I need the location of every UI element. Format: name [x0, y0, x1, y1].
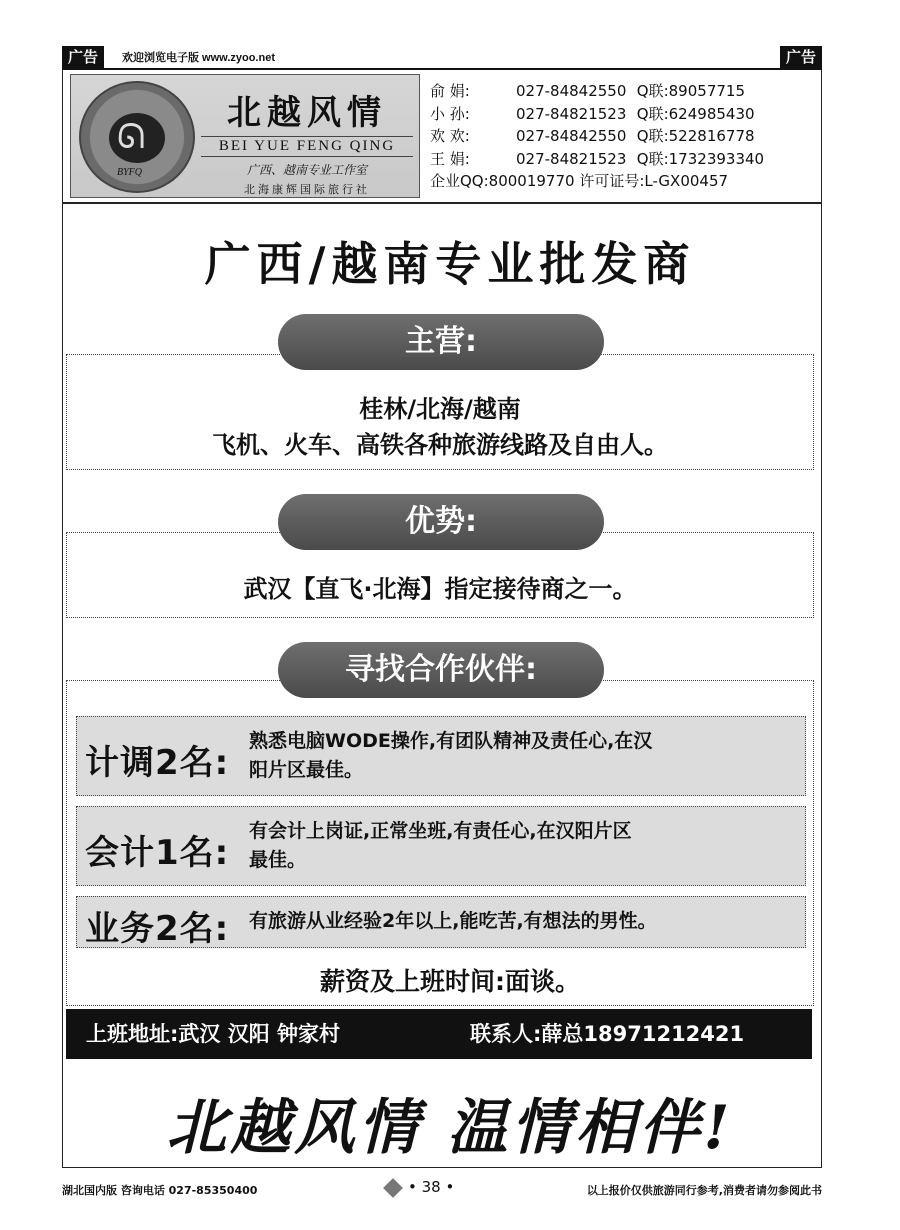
headline: 广西/越南专业批发商	[204, 237, 696, 291]
job-item-planner	[76, 716, 806, 796]
job-description-line1: 熟悉电脑WODE操作,有团队精神及责任心,在汉	[249, 730, 653, 752]
job-description-line2: 最佳。	[249, 849, 307, 871]
main-business-line1: 桂林/北海/越南	[359, 395, 521, 423]
main-business-label: 主营:	[278, 314, 604, 370]
contact-list	[430, 80, 820, 193]
main-business-box	[66, 354, 814, 470]
brand-emblem-icon	[79, 81, 195, 193]
contact-name: 欢 欢:	[430, 127, 470, 145]
contact-row	[430, 148, 820, 171]
contact-phone[interactable]: 027-84821523	[516, 149, 627, 168]
main-business-line2: 飞机、火车、高铁各种旅游线路及自由人。	[212, 431, 668, 459]
contact-phone[interactable]: 027-84821523	[516, 104, 627, 123]
contact-name: 小 孙:	[430, 104, 470, 123]
brand-agency: 北海康辉国际旅行社	[244, 183, 370, 196]
page-number	[386, 1178, 454, 1196]
corp-info: 企业QQ:800019770 许可证号:L-GX00457	[430, 172, 729, 190]
job-description-line1: 有旅游从业经验2年以上,能吃苦,有想法的男性。	[249, 910, 657, 932]
contact-row	[430, 103, 820, 126]
work-address: 上班地址:武汉 汉阳 钟家村	[86, 1022, 341, 1046]
contact-row	[430, 80, 820, 103]
page-number-text: • 38 •	[408, 1178, 455, 1196]
contact-qq: Q联:89057715	[636, 82, 745, 100]
job-item-accountant	[76, 806, 806, 886]
job-title: 计调2名:	[85, 743, 230, 783]
brand-tagline: 广西、越南专业工作室	[246, 163, 367, 177]
brand-text-block	[201, 85, 413, 197]
site-url[interactable]: 欢迎浏览电子版 www.zyoo.net	[122, 52, 275, 64]
brand-name-cn: 北越风情	[227, 93, 387, 133]
job-title: 会计1名:	[85, 833, 230, 873]
brand-logo-panel	[70, 74, 420, 198]
partners-label: 寻找合作伙伴:	[278, 642, 604, 698]
job-title: 业务2名:	[85, 909, 230, 949]
emblem-wave-icon: ᘏ	[117, 117, 146, 157]
address-bar	[66, 1009, 812, 1059]
job-description-line1: 有会计上岗证,正常坐班,有责任心,在汉阳片区	[249, 820, 632, 842]
contact-row	[430, 125, 820, 148]
contact-phone[interactable]: 027-84842550	[516, 127, 627, 145]
salary-note: 薪资及上班时间:面谈。	[320, 967, 580, 996]
ad-tag-right: 广告	[780, 46, 822, 68]
brand-name-en: BEI YUE FENG QING	[201, 136, 413, 157]
page-footer	[62, 1178, 822, 1200]
header-divider	[62, 202, 822, 204]
job-description-line2: 阳片区最佳。	[249, 759, 364, 781]
contact-name: 王 娟:	[430, 149, 470, 168]
contact-qq: Q联:624985430	[636, 104, 755, 123]
diamond-icon	[383, 1178, 403, 1198]
job-item-sales	[76, 896, 806, 948]
footer-edition: 湖北国内版 咨询电话 027-85350400	[62, 1184, 258, 1197]
contact-qq: Q联:1732393340	[636, 149, 765, 168]
emblem-letters: BYFQ	[117, 167, 142, 178]
advantage-label: 优势:	[278, 494, 604, 550]
contact-qq: Q联:522816778	[636, 127, 755, 145]
contact-phone[interactable]: 027-84842550	[516, 82, 627, 100]
slogan: 北越风情 温情相伴!	[166, 1093, 734, 1163]
top-bar	[62, 46, 822, 68]
contact-name: 俞 娟:	[430, 82, 470, 100]
footer-disclaimer: 以上报价仅供旅游同行参考,消费者请勿参阅此书	[586, 1184, 822, 1197]
contact-person[interactable]: 联系人:薛总18971212421	[470, 1022, 745, 1046]
ad-tag-left: 广告	[62, 46, 104, 68]
advantage-line: 武汉【直飞·北海】指定接待商之一。	[243, 575, 637, 603]
